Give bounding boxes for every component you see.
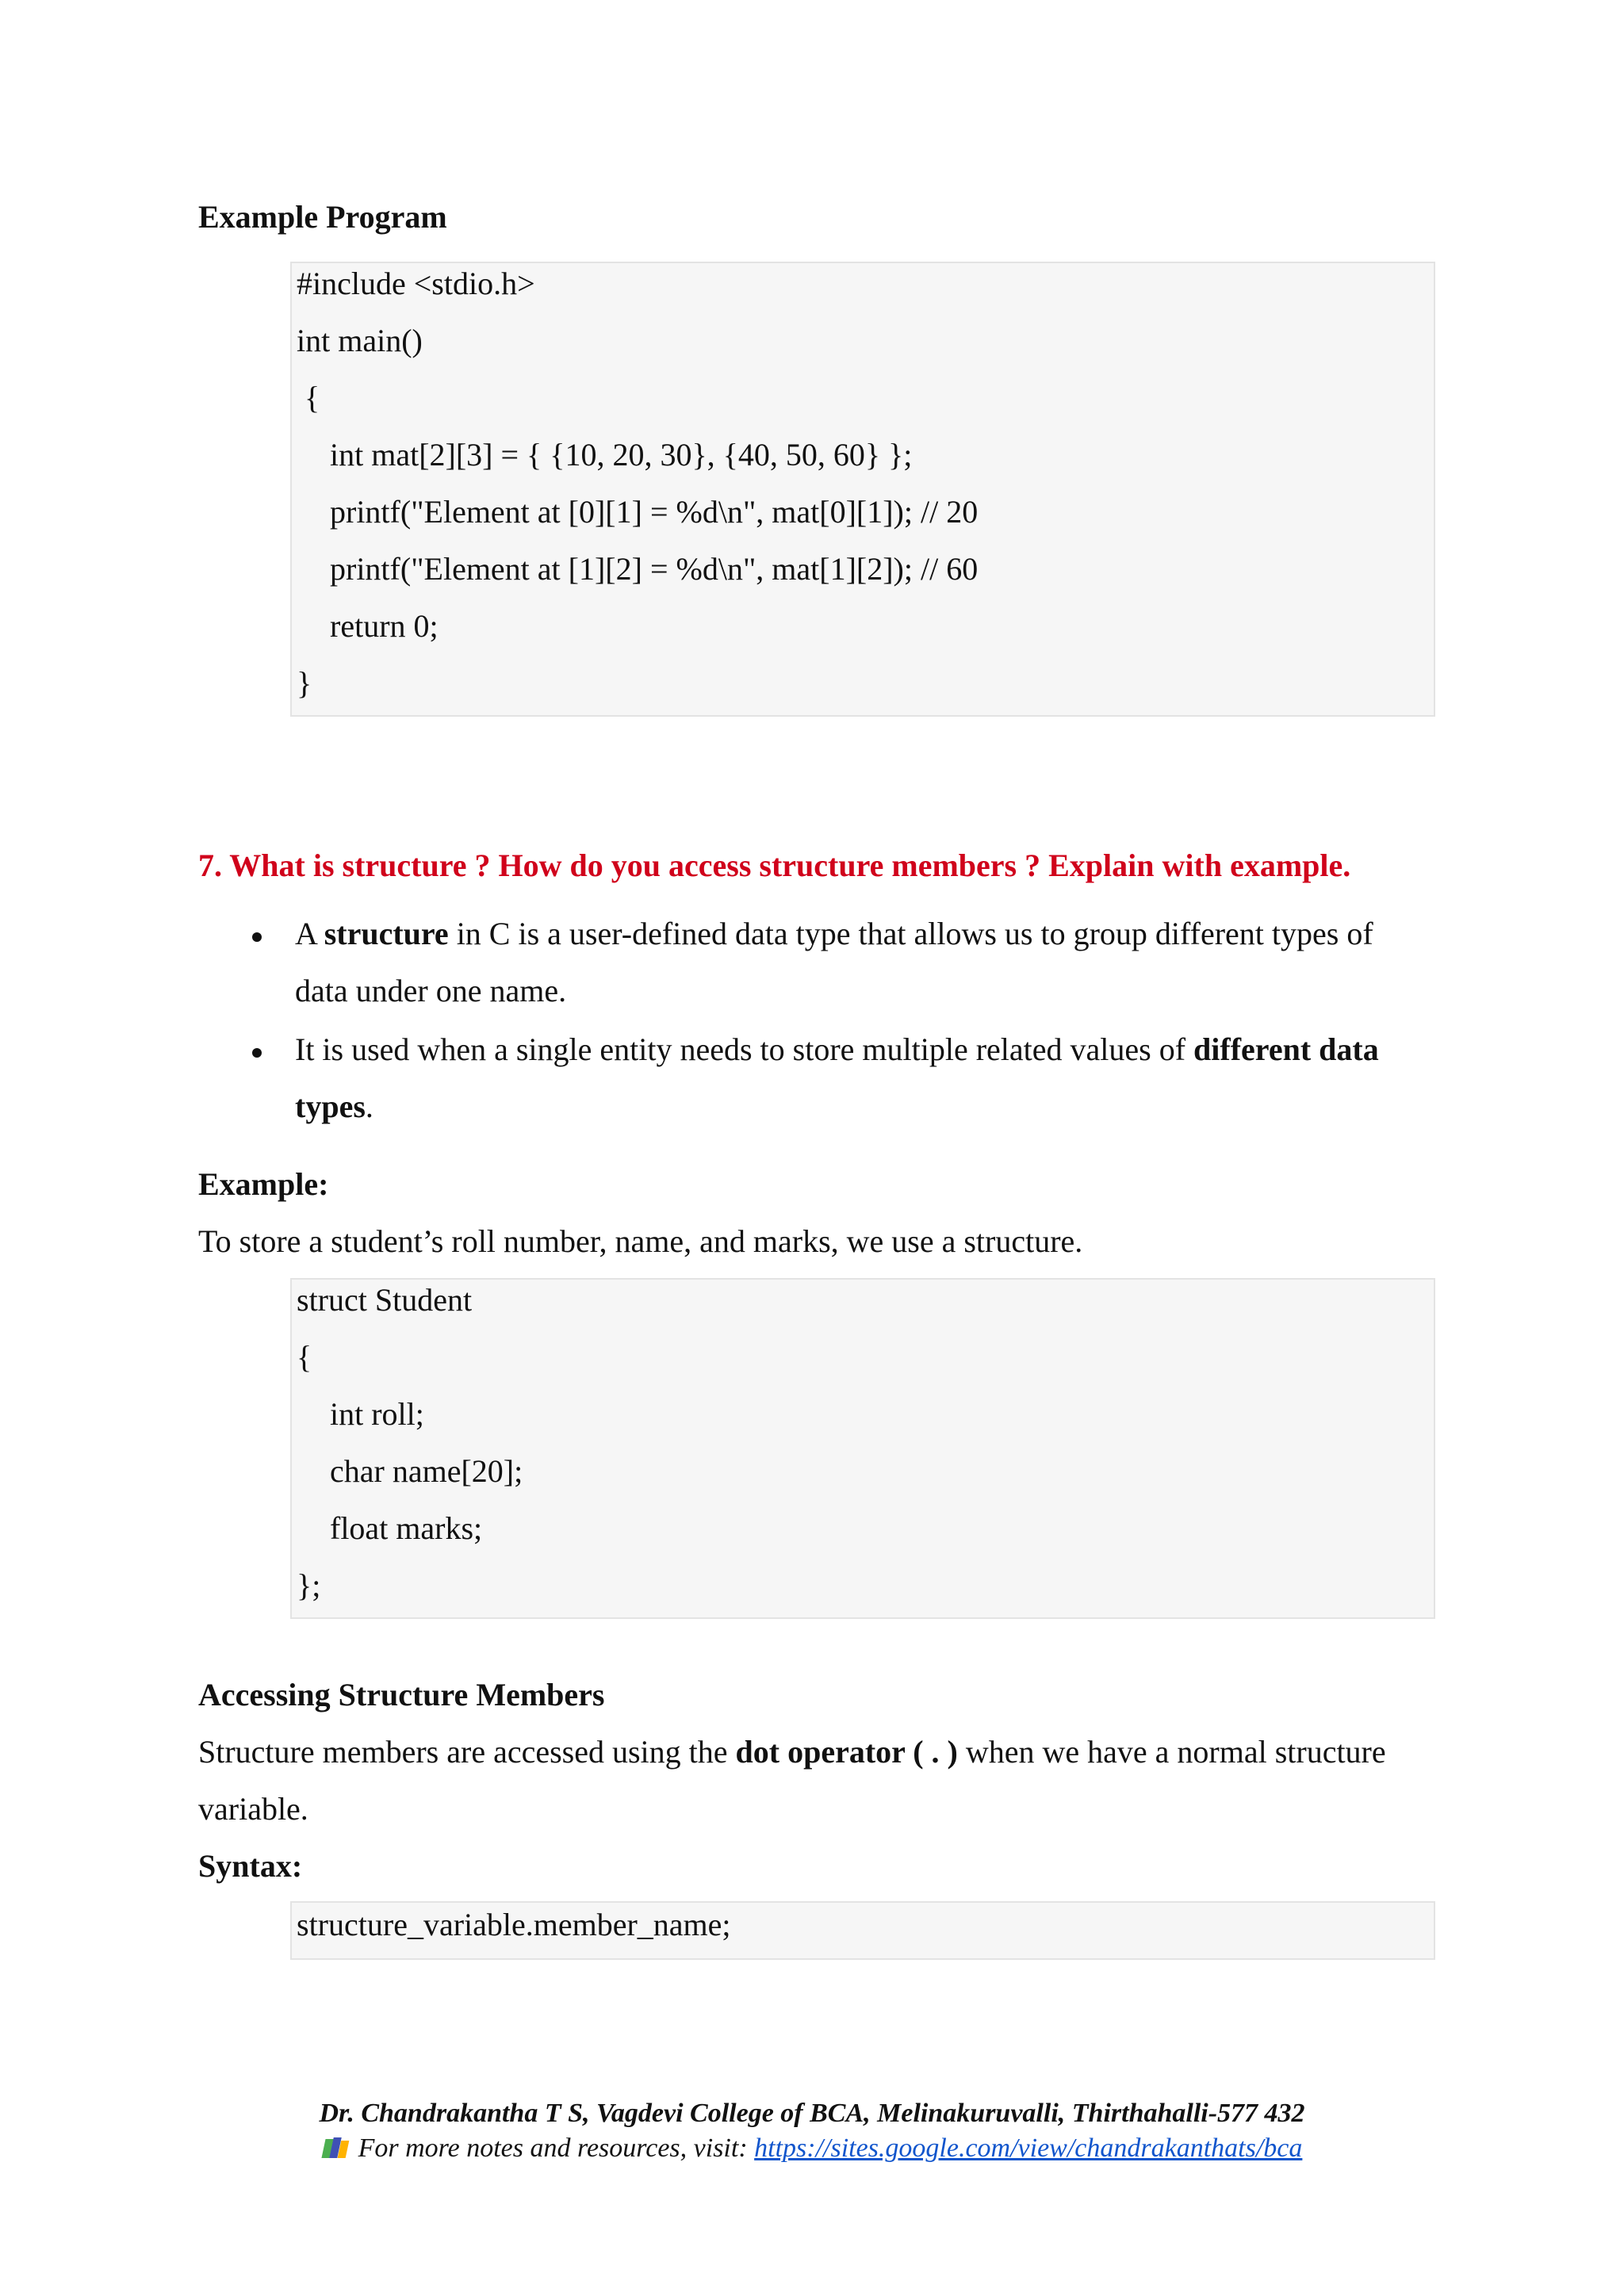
footer-resources <box>0 2133 1624 2164</box>
code-line: struct Student <box>297 1282 473 1318</box>
code-block-matrix <box>290 262 1435 717</box>
bullet1-line1 <box>295 915 1373 953</box>
code-line: printf("Element at [0][1] = %d\n", mat[0][1]); // 20 <box>330 494 979 530</box>
code-line: #include <stdio.h> <box>297 266 535 301</box>
accessing-line2: variable. <box>198 1791 308 1827</box>
question-heading: 7. What is structure ? How do you access structure members ? Explain with example. <box>198 848 1351 883</box>
bullet1-bold-term: structure <box>324 916 449 951</box>
books-icon <box>322 2136 350 2160</box>
code-line: int mat[2][3] = { {10, 20, 30}, {40, 50, 60} }; <box>330 437 913 473</box>
code-line: { <box>297 1339 312 1375</box>
accessing-line1 <box>198 1733 1386 1771</box>
code-line: float marks; <box>330 1510 483 1546</box>
code-line: }; <box>297 1567 321 1603</box>
example-text: To store a student’s roll number, name, and marks, we use a structure. <box>198 1223 1083 1259</box>
code-line: } <box>297 665 312 701</box>
code-line: structure_variable.member_name; <box>297 1907 731 1942</box>
dot-operator-term: dot operator ( . ) <box>735 1734 958 1770</box>
footer-author: Dr. Chandrakantha T S, Vagdevi College of BCA, Melinakuruvalli, Thirthahalli-577 432 <box>319 2099 1305 2128</box>
footer-link[interactable]: https://sites.google.com/view/chandrakanthats/bca <box>754 2133 1303 2163</box>
bullet2-post: . <box>365 1089 373 1124</box>
syntax-heading: Syntax: <box>198 1848 303 1884</box>
bullet2-bold-term-cont: types <box>295 1089 366 1124</box>
bullet-dot <box>252 1048 262 1058</box>
code-line: printf("Element at [1][2] = %d\n", mat[1][2]); // 60 <box>330 551 979 587</box>
footer-resources-text: For more notes and resources, visit: <box>358 2133 755 2163</box>
code-line: return 0; <box>330 608 439 644</box>
bullet1-post: in C is a user-defined data type that allows us to group different types of <box>448 916 1373 951</box>
accessing-post: when we have a normal structure <box>957 1734 1386 1770</box>
code-line: int roll; <box>330 1396 424 1432</box>
bullet2-line1 <box>295 1031 1379 1069</box>
bullet2-line2 <box>295 1088 373 1126</box>
example-heading: Example: <box>198 1166 329 1202</box>
bullet2-bold-term: different data <box>1193 1031 1379 1067</box>
code-block-syntax <box>290 1901 1435 1960</box>
bullet-dot <box>252 932 262 942</box>
example-program-heading: Example Program <box>198 199 447 235</box>
accessing-pre: Structure members are accessed using the <box>198 1734 736 1770</box>
bullet2-pre: It is used when a single entity needs to store multiple related values of <box>295 1031 1194 1067</box>
bullet1-line2: data under one name. <box>295 973 567 1008</box>
bullet1-pre: A <box>295 916 324 951</box>
code-line: int main() <box>297 323 423 358</box>
accessing-heading: Accessing Structure Members <box>198 1677 605 1712</box>
code-block-struct <box>290 1278 1435 1619</box>
code-line: char name[20]; <box>330 1453 523 1489</box>
code-line: { <box>297 380 320 415</box>
